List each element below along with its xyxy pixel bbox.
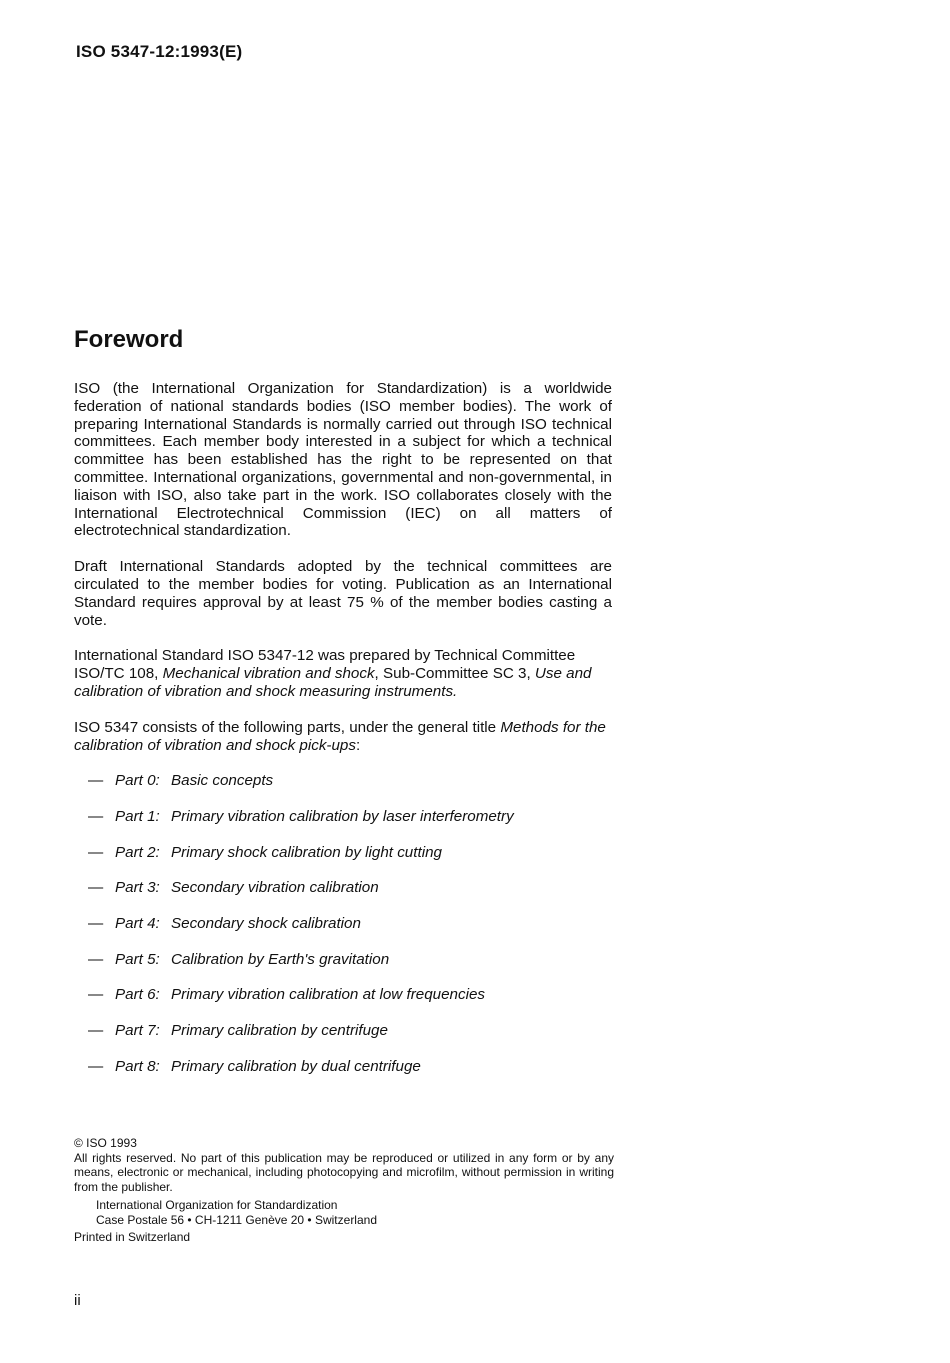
part-title: Primary calibration by dual centrifuge — [171, 1057, 421, 1075]
publisher-name: International Organization for Standardization — [96, 1198, 338, 1213]
part-number: Part 5: — [115, 950, 160, 968]
parts-list — [74, 772, 612, 1093]
list-item — [88, 879, 612, 915]
part-number: Part 2: — [115, 843, 160, 861]
paragraph-draft-standards: Draft International Standards adopted by the technical committees are circulated to the member bodies for voting. Publication as an International Standard requires approval by at least 75 % of the member bodies casting a vote. — [74, 558, 612, 629]
list-dash: — — [88, 915, 104, 933]
list-item — [88, 986, 612, 1022]
list-item — [88, 951, 612, 987]
page-number: ii — [74, 1292, 81, 1309]
rights-notice: All rights reserved. No part of this publication may be reproduced or utilized in any form or by any means, electronic or mechanical, including photocopying and microfilm, without permission in writing from the publisher. — [74, 1150, 614, 1194]
list-item — [88, 1058, 612, 1094]
parts-intro-colon: : — [355, 736, 361, 754]
general-title: Methods for the calibration of vibration and shock pick-ups — [74, 718, 606, 754]
part-number: Part 1: — [115, 808, 160, 826]
paragraph-iso-intro: ISO (the International Organization for Standardization) is a worldwide federation of national standards bodies (ISO member bodies). The work of preparing International Standards is normally carried out through ISO technical committees. Each member body interested in a subject for which a technical committee has been established has the right to be represented on that committee. International organizations, governmental and non-governmental, in liaison with ISO, also take part in the work. ISO collaborates closely with the International Electrotechnical Commission (IEC) on all matters of electrotechnical standardization. — [74, 380, 612, 540]
part-number: Part 6: — [115, 986, 160, 1004]
foreword-heading: Foreword — [74, 326, 184, 353]
list-dash: — — [88, 950, 104, 968]
part-number: Part 0: — [115, 772, 160, 790]
part-title: Primary vibration calibration by laser interferometry — [171, 808, 514, 826]
part-title: Calibration by Earth's gravitation — [171, 950, 390, 968]
part-title: Secondary shock calibration — [171, 915, 361, 933]
list-item — [88, 1022, 612, 1058]
part-title: Basic concepts — [171, 772, 274, 790]
part-title: Primary calibration by centrifuge — [171, 1022, 388, 1040]
list-dash: — — [88, 986, 104, 1004]
paragraph-parts-intro — [74, 719, 612, 755]
committee-title: Mechanical vibration and shock — [162, 665, 375, 683]
list-item — [88, 772, 612, 808]
list-item — [88, 808, 612, 844]
list-item — [88, 844, 612, 880]
list-dash: — — [88, 808, 104, 826]
part-number: Part 4: — [115, 915, 160, 933]
part-number: Part 7: — [115, 1022, 160, 1040]
subcommittee-title: Use and calibration of vibration and shock measuring instruments. — [74, 665, 592, 700]
list-dash: — — [88, 843, 104, 861]
paragraph-prepared-by — [74, 647, 612, 700]
publisher-postal-address: Case Postale 56 • CH-1211 Genève 20 • Switzerland — [96, 1212, 377, 1227]
part-number: Part 8: — [115, 1057, 160, 1075]
part-title: Primary vibration calibration at low frequencies — [171, 986, 486, 1004]
copyright-block — [74, 1136, 614, 1244]
document-id-header: ISO 5347-12:1993(E) — [76, 42, 243, 61]
part-number: Part 3: — [115, 879, 160, 897]
list-dash: — — [88, 772, 104, 790]
part-title: Primary shock calibration by light cutting — [171, 843, 442, 861]
list-dash: — — [88, 879, 104, 897]
foreword-body — [74, 380, 612, 1094]
copyright-line: © ISO 1993 — [74, 1136, 137, 1150]
list-dash: — — [88, 1022, 104, 1040]
part-title: Secondary vibration calibration — [171, 879, 379, 897]
publisher-address — [74, 1198, 614, 1227]
prepared-by-text: International Standard ISO 5347-12 was prepared by Technical Committee ISO/TC 108, — [74, 647, 576, 683]
printed-in: Printed in Switzerland — [74, 1229, 191, 1244]
parts-intro-text: ISO 5347 consists of the following parts, under the general title — [74, 718, 501, 736]
list-dash: — — [88, 1057, 104, 1075]
subcommittee-text: , Sub-Committee SC 3, — [374, 665, 535, 683]
list-item — [88, 915, 612, 951]
